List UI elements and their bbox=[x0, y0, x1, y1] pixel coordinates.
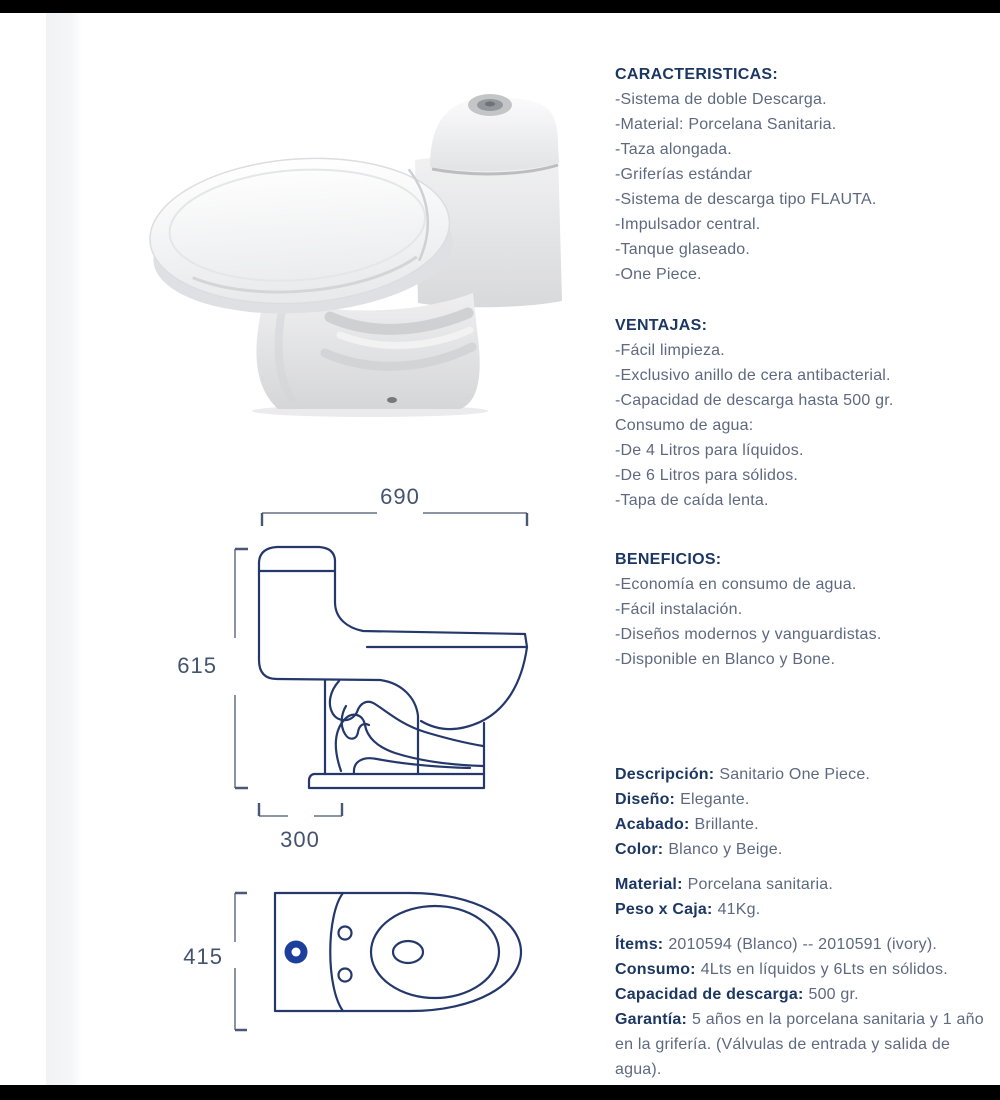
spec-label: Peso x Caja: bbox=[615, 901, 713, 918]
plan-bowl-opening bbox=[371, 906, 499, 998]
spec-value: Brillante. bbox=[694, 816, 759, 833]
feature-item: -Material: Porcelana Sanitaria. bbox=[615, 116, 837, 133]
section-title: VENTAJAS: bbox=[615, 317, 708, 334]
feature-item: -Tapa de caída lenta. bbox=[615, 492, 769, 509]
spec-row bbox=[615, 1007, 995, 1082]
feature-item: -Fácil instalación. bbox=[615, 601, 743, 618]
drawing-tank-lid bbox=[259, 547, 335, 571]
product-photo bbox=[130, 55, 580, 420]
feature-item: -Sistema de doble Descarga. bbox=[615, 91, 827, 108]
spec-label: Consumo: bbox=[615, 961, 696, 978]
section-caracteristicas bbox=[615, 62, 995, 287]
section-title: BENEFICIOS: bbox=[615, 551, 722, 568]
drawing-trap-curve-4 bbox=[354, 758, 470, 773]
feature-item: -Disponible en Blanco y Bone. bbox=[615, 651, 836, 668]
dim-615-label: 615 bbox=[177, 653, 217, 678]
plan-flush-button-center bbox=[292, 948, 301, 957]
spec-row bbox=[615, 982, 995, 1007]
spec-row bbox=[615, 872, 995, 897]
spec-value: 5 años en la porcelana sanitaria y 1 año en la grifería. (Válvulas de entrada y salida de agua). bbox=[615, 1011, 984, 1078]
dim-300-label: 300 bbox=[280, 827, 320, 852]
spec-label: Garantía: bbox=[615, 1011, 688, 1028]
drawing-bowl-arc bbox=[421, 647, 527, 729]
spec-text-column bbox=[615, 62, 995, 1092]
spec-group-commercial bbox=[615, 932, 995, 1082]
dim-690-ticks bbox=[262, 513, 527, 526]
spec-row bbox=[615, 762, 995, 787]
drawing-base bbox=[309, 723, 484, 788]
spec-label: Color: bbox=[615, 841, 664, 858]
spec-row bbox=[615, 957, 995, 982]
side-view-drawing bbox=[155, 470, 575, 860]
feature-list bbox=[615, 338, 995, 513]
drawing-seat-band bbox=[367, 634, 527, 647]
feature-item: -De 4 Litros para líquidos. bbox=[615, 442, 804, 459]
spec-value: Elegante. bbox=[680, 791, 750, 808]
plan-view-drawing bbox=[180, 880, 580, 1070]
spec-value: Porcelana sanitaria. bbox=[687, 876, 834, 893]
spec-value: 4Lts en líquidos y 6Lts en sólidos. bbox=[700, 961, 948, 978]
feature-item: -One Piece. bbox=[615, 266, 702, 283]
spec-group-general bbox=[615, 762, 995, 862]
feature-item: -Sistema de descarga tipo FLAUTA. bbox=[615, 191, 877, 208]
feature-item: -Taza alongada. bbox=[615, 141, 732, 158]
feature-item: -Capacidad de descarga hasta 500 gr. bbox=[615, 392, 894, 409]
section-beneficios bbox=[615, 547, 995, 672]
plan-outline bbox=[275, 893, 521, 1011]
drawing-tank-to-seat bbox=[335, 571, 525, 634]
dim-300-ticks bbox=[259, 803, 342, 816]
spec-row bbox=[615, 812, 995, 837]
spec-label: Ítems: bbox=[615, 936, 664, 953]
dim-690-label: 690 bbox=[380, 484, 420, 509]
feature-item: -Exclusivo anillo de cera antibacterial. bbox=[615, 367, 891, 384]
feature-item: -Diseños modernos y vanguardistas. bbox=[615, 626, 882, 643]
dim-615-ticks bbox=[235, 549, 248, 788]
spec-label: Descripción: bbox=[615, 766, 715, 783]
dim-415-label: 415 bbox=[183, 944, 223, 969]
spec-row bbox=[615, 837, 995, 862]
feature-item: -Impulsador central. bbox=[615, 216, 761, 233]
plan-hinge-hole-top bbox=[339, 927, 352, 940]
photo-seat-group bbox=[145, 149, 457, 324]
spec-row bbox=[615, 932, 995, 957]
dim-415-ticks bbox=[235, 893, 247, 1030]
spec-label: Capacidad de descarga: bbox=[615, 986, 804, 1003]
feature-item: Consumo de agua: bbox=[615, 417, 754, 434]
spec-value: 41Kg. bbox=[717, 901, 761, 918]
feature-item: -De 6 Litros para sólidos. bbox=[615, 467, 799, 484]
spec-value: Blanco y Beige. bbox=[668, 841, 783, 858]
drawing-tank-left-bottom bbox=[259, 571, 418, 773]
spec-details bbox=[615, 762, 995, 1082]
plan-hinge-hole-bottom bbox=[339, 969, 352, 982]
spec-label: Acabado: bbox=[615, 816, 690, 833]
feature-list bbox=[615, 87, 995, 287]
spec-value: 500 gr. bbox=[808, 986, 859, 1003]
page-fold-strip bbox=[46, 13, 82, 1085]
feature-item: -Tanque glaseado. bbox=[615, 241, 751, 258]
spec-group-material bbox=[615, 872, 995, 922]
spec-label: Material: bbox=[615, 876, 683, 893]
spec-value: 2010594 (Blanco) -- 2010591 (ivory). bbox=[668, 936, 938, 953]
section-ventajas bbox=[615, 313, 995, 513]
feature-list bbox=[615, 572, 995, 672]
feature-item: -Economía en consumo de agua. bbox=[615, 576, 857, 593]
top-frame-bar bbox=[0, 0, 1000, 13]
feature-item: -Fácil limpieza. bbox=[615, 342, 725, 359]
spec-value: Sanitario One Piece. bbox=[719, 766, 871, 783]
feature-item: -Griferías estándar bbox=[615, 166, 753, 183]
plan-drain bbox=[393, 941, 423, 963]
section-title: CARACTERISTICAS: bbox=[615, 66, 779, 83]
spec-row bbox=[615, 897, 995, 922]
plan-tank-bowl-junction bbox=[330, 893, 343, 1011]
spec-label: Diseño: bbox=[615, 791, 676, 808]
spec-row bbox=[615, 787, 995, 812]
flush-button-center bbox=[485, 102, 495, 107]
drawing-trap-curve-1 bbox=[330, 681, 483, 746]
photo-drain-dot bbox=[387, 397, 397, 403]
